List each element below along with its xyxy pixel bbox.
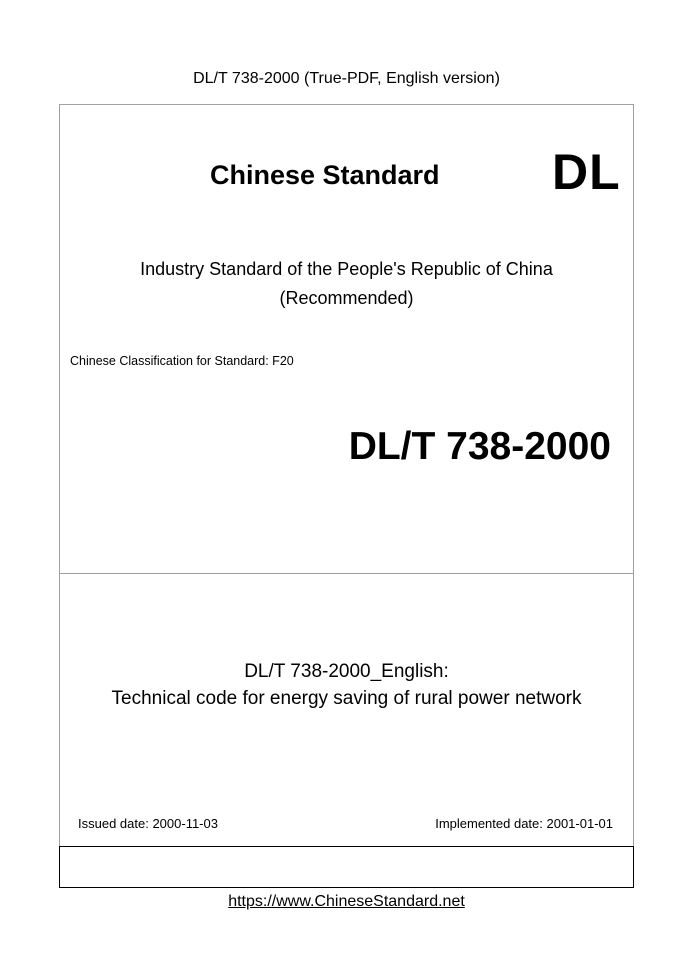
cover-middle-frame <box>59 574 634 846</box>
industry-standard-line2: (Recommended) <box>279 288 414 308</box>
document-title-line1: DL/T 738-2000_English: <box>244 661 449 682</box>
industry-standard-line1: Industry Standard of the People's Republic of China <box>140 259 553 279</box>
document-title-line2: Technical code for energy saving of rural power network <box>111 688 582 709</box>
standard-label: Chinese Standard <box>210 160 440 190</box>
classification: Chinese Classification for Standard: F20 <box>70 354 294 368</box>
issued-date: Issued date: 2000-11-03 <box>78 816 218 831</box>
standard-code: DL <box>552 144 621 200</box>
page-header: DL/T 738-2000 (True-PDF, English version) <box>193 70 500 87</box>
website-link[interactable]: https://www.ChineseStandard.net <box>228 893 465 910</box>
standard-number: DL/T 738-2000 <box>348 425 611 468</box>
implemented-date: Implemented date: 2001-01-01 <box>435 816 613 831</box>
cover-bottom-box <box>59 846 634 888</box>
